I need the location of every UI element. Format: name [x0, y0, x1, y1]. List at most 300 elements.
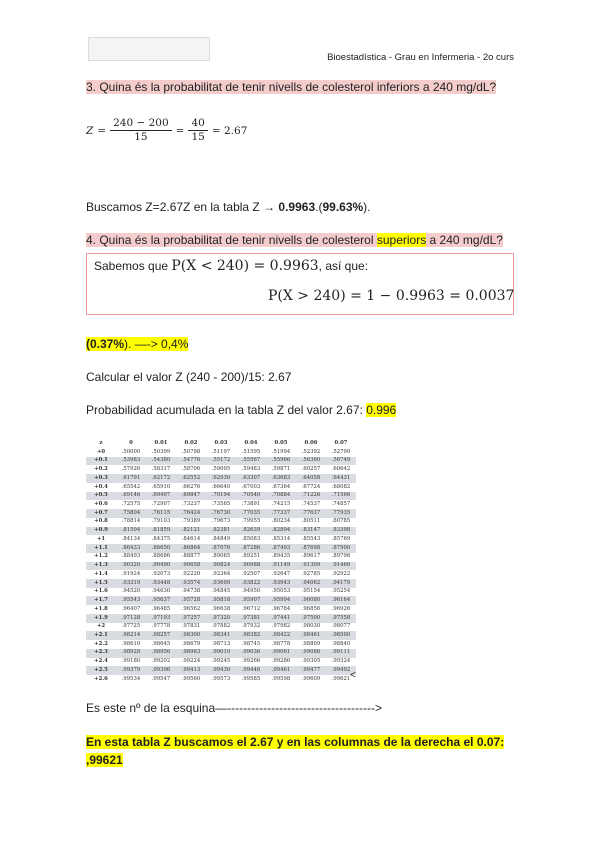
z-table-cell: .59095 [211, 466, 231, 473]
table-row [86, 465, 356, 474]
z-table-cell: .99461 [266, 666, 296, 675]
table-row [86, 492, 356, 501]
z-table-cell: .57926 [121, 466, 141, 473]
z-table-cell: .87698 [296, 544, 326, 553]
z-table-cell: .99560 [181, 675, 201, 682]
z-table-cell: .99477 [296, 666, 326, 675]
z-table-cell: .56360 [296, 457, 326, 466]
question-4-highlight: superiors [376, 233, 427, 247]
z-table-cell: .99430 [206, 666, 236, 675]
z-table-cell: .87286 [236, 544, 266, 553]
z-table-cell: .85083 [241, 535, 261, 542]
z-table-cell: .99036 [236, 649, 266, 658]
z-table-header-cell: 0.01 [154, 440, 168, 446]
table-row [86, 535, 356, 544]
z-table-cell: .99202 [151, 658, 171, 665]
box-line1-post: , así que: [318, 259, 369, 273]
z-table-cell: .99379 [116, 666, 146, 675]
z-table-cell: .99413 [176, 666, 206, 675]
z-table-cell: .97882 [211, 623, 231, 630]
search-line [86, 200, 371, 214]
z-table-cell: .63683 [266, 474, 296, 483]
z-table-cell: .96926 [331, 605, 351, 612]
z-table-cell: .91309 [296, 562, 326, 571]
z-table-cell: .97558 [326, 614, 356, 623]
header-title: Bioestadística - Grau en Infermeria - 2o curs [327, 52, 514, 63]
table-row [86, 614, 356, 623]
z-table-cell: .99010 [206, 649, 236, 658]
z-table-cell: .92220 [181, 570, 201, 577]
z-table-cell: .97257 [176, 614, 206, 623]
z-table-cell: .95637 [146, 596, 176, 605]
z-table-cell: .92507 [241, 570, 261, 577]
z-table-cell: .83147 [296, 527, 326, 536]
z-table-cell: .98928 [116, 649, 146, 658]
z-table-cell: .96712 [241, 605, 261, 612]
z-table-cell: .73565 [211, 500, 231, 507]
z-table-cell: .90320 [116, 562, 146, 571]
calc-line: Calcular el valor Z (240 - 200)/15: 2.67 [86, 370, 292, 384]
z-table-cell: .54776 [176, 457, 206, 466]
z-table-header-cell: 0.06 [304, 440, 318, 446]
z-table-cell: .98030 [301, 623, 321, 630]
z-table-cell: .73237 [181, 500, 201, 507]
z-table-cell: .79389 [181, 518, 201, 525]
z-table-cell: .99245 [211, 658, 231, 665]
z-table-cell: .51994 [271, 448, 291, 455]
table-row [86, 518, 356, 527]
z-table-cell: .98214 [116, 631, 146, 640]
z-table-cell: .62172 [146, 474, 176, 483]
z-table-cell: .65910 [151, 483, 171, 490]
z-table-cell: .96638 [211, 605, 231, 612]
z-table-cell: .51197 [211, 448, 231, 455]
z-table-cell: .67724 [301, 483, 321, 490]
z-table-cell: .98382 [236, 631, 266, 640]
z-table-cell: .59483 [241, 466, 261, 473]
z-table-row-header: +1.5 [86, 579, 116, 588]
z-table-cell: .51595 [241, 448, 261, 455]
z-table-cell: .99324 [331, 658, 351, 665]
z-table-cell: .89796 [331, 553, 351, 560]
z-table-cell: .84614 [181, 535, 201, 542]
z-table-cell: .79673 [211, 518, 231, 525]
table-row [86, 596, 356, 605]
z-table-cell: .85769 [331, 535, 351, 542]
formula-denominator-2: 15 [191, 131, 205, 144]
z-table-cell: .84375 [151, 535, 171, 542]
z-table-cell: .63307 [236, 474, 266, 483]
z-table-header-cell: 0.05 [274, 440, 288, 446]
z-table-header-cell: 0.02 [184, 440, 198, 446]
z-table-cell: .86650 [146, 544, 176, 553]
z-table-row-header: +2.6 [94, 675, 108, 682]
z-table-cell: .80511 [301, 518, 321, 525]
table-row [86, 562, 356, 571]
z-table-row-header: +1.6 [94, 588, 108, 595]
z-table-cell: .95907 [236, 596, 266, 605]
table-row [86, 649, 356, 658]
z-table-cell: .87076 [206, 544, 236, 553]
z-table-cell: .95818 [206, 596, 236, 605]
z-table-cell: .89617 [301, 553, 321, 560]
z-table-cell: .64431 [326, 474, 356, 483]
z-table-cell: .70194 [206, 492, 236, 501]
z-table-cell: .77337 [266, 509, 296, 518]
box-line1-pre: Sabemos que [94, 259, 172, 273]
z-table-row-header: +1.4 [94, 570, 108, 577]
z-table-cell: .98341 [206, 631, 236, 640]
table-row [86, 658, 356, 667]
z-table-cell: .96562 [181, 605, 201, 612]
z-table-cell: .89065 [211, 553, 231, 560]
table-row [86, 605, 356, 614]
z-table-cell: .98809 [301, 640, 321, 647]
z-table-cell: .98461 [296, 631, 326, 640]
z-table-cell: .97193 [146, 614, 176, 623]
table-row [86, 640, 356, 649]
z-table-cell: .97725 [121, 623, 141, 630]
z-table-cell: .77637 [296, 509, 326, 518]
z-table-cell: .91924 [121, 570, 141, 577]
z-table-cell: .97982 [271, 623, 291, 630]
z-table-row-header: +1.8 [94, 605, 108, 612]
z-table-cell: .75804 [116, 509, 146, 518]
z-table-cell: .98956 [146, 649, 176, 658]
z-table-cell: .93319 [116, 579, 146, 588]
z-table-cell: .99609 [301, 675, 321, 682]
z-table-cell: .55172 [206, 457, 236, 466]
z-table-cell: .94738 [181, 588, 201, 595]
formula-fraction-1 [110, 118, 172, 143]
z-table-cell: .99621 [331, 675, 351, 682]
z-table-cell: .83398 [326, 527, 356, 536]
final-conclusion-text: En esta tabla Z buscamos el 2.67 y en las columnas de la derecha el 0.07: ,99621 [86, 735, 505, 767]
z-table-row-header: +1 [96, 535, 106, 542]
z-table-cell: .50798 [181, 448, 201, 455]
z-table-cell: .99547 [151, 675, 171, 682]
formula-result: = 2.67 [211, 124, 248, 137]
z-table-header-row [86, 438, 356, 448]
z-table-cell: .71226 [296, 492, 326, 501]
z-table-row-header: +1.7 [86, 596, 116, 605]
z-table-cell: .94950 [241, 588, 261, 595]
z-table-cell: .97932 [241, 623, 261, 630]
z-table-cell: .96407 [121, 605, 141, 612]
z-table-cell: .98679 [181, 640, 201, 647]
header-logo-placeholder [88, 37, 210, 61]
formula-fraction-2 [188, 118, 207, 143]
z-table-cell: .72907 [151, 500, 171, 507]
z-table-cell: .81859 [146, 527, 176, 536]
z-table-row-header: +2 [96, 623, 106, 630]
z-table-header-cell: 0.03 [214, 440, 228, 446]
z-table-cell: .99111 [326, 649, 356, 658]
z-table-cell: .91466 [326, 562, 356, 571]
z-table-row-header: +0.1 [86, 457, 116, 466]
z-table-cell: .98422 [266, 631, 296, 640]
table-row [86, 457, 356, 466]
table-row [86, 588, 356, 597]
z-formula [86, 118, 247, 143]
z-table-cell: .96164 [326, 596, 356, 605]
z-table-row-header: +1.9 [86, 614, 116, 623]
z-table-row-header: +1.1 [86, 544, 116, 553]
table-row [86, 553, 356, 562]
answer-line-bold: (0.37% [86, 337, 125, 351]
search-line-post: ). [363, 200, 371, 214]
answer-line [86, 337, 188, 351]
table-row [86, 579, 356, 588]
z-table-cell: .92647 [271, 570, 291, 577]
table-row [86, 527, 356, 536]
answer-line-highlight [86, 337, 188, 351]
z-table-cell: .58317 [151, 466, 171, 473]
z-table-cell: .98257 [146, 631, 176, 640]
formula-numerator-2: 40 [188, 118, 207, 131]
z-table-cell: .96485 [151, 605, 171, 612]
z-table-cell: .76730 [206, 509, 236, 518]
result-box-line-2: P(X > 240) = 1 − 0.9963 = 0.0037 [268, 288, 515, 304]
z-table-cell: .52790 [331, 448, 351, 455]
z-table-cell: .99446 [236, 666, 266, 675]
z-table-cell: .93943 [266, 579, 296, 588]
z-table-cell: .50000 [121, 448, 141, 455]
search-line-pre: Buscamos Z=2.67Z en la tabla Z → [86, 200, 279, 214]
z-table-cell: .92364 [211, 570, 231, 577]
z-table-cell: .67003 [241, 483, 261, 490]
z-table-cell: .95994 [266, 596, 296, 605]
z-table-row-header: +2.2 [94, 640, 108, 647]
formula-equals-2: = [175, 124, 185, 137]
z-table-cell: .86433 [116, 544, 146, 553]
z-table-row-header: +2.5 [86, 666, 116, 675]
z-table-row-header: +0.3 [86, 474, 116, 483]
z-table-cell: .98713 [211, 640, 231, 647]
table-row [86, 666, 356, 675]
z-table-row-header: +0.7 [86, 509, 116, 518]
z-table-cell: .99585 [241, 675, 261, 682]
z-table-cell: .99224 [181, 658, 201, 665]
z-table-cell: .50399 [151, 448, 171, 455]
z-table-cell: .98500 [326, 631, 356, 640]
z-table-cell: .93448 [146, 579, 176, 588]
z-table-header-cell: z [99, 440, 103, 446]
z-table-cell: .87900 [326, 544, 356, 553]
z-table-row-header: +0.4 [94, 483, 108, 490]
z-table-cell: .94845 [211, 588, 231, 595]
z-table-row-header: +1.3 [86, 562, 116, 571]
z-table-cell: .81594 [116, 527, 146, 536]
table-row [86, 500, 356, 509]
z-table-cell: .82894 [266, 527, 296, 536]
z-table-cell: .93699 [206, 579, 236, 588]
z-table-cell: .99573 [211, 675, 231, 682]
result-box-line-1 [94, 258, 368, 274]
z-table-cell: .68082 [331, 483, 351, 490]
z-table-cell: .90490 [146, 562, 176, 571]
z-table-cell: .80785 [331, 518, 351, 525]
z-table-header-cell: 0.07 [334, 440, 348, 446]
prob-line [86, 403, 396, 417]
z-table-cell: .89251 [241, 553, 261, 560]
z-table-cell: .85314 [271, 535, 291, 542]
z-table-row-header: +0.2 [94, 466, 108, 473]
z-table-cell: .52392 [301, 448, 321, 455]
z-table-row-header: +0.5 [86, 492, 116, 501]
z-table-cell: .96080 [296, 596, 326, 605]
final-conclusion [86, 733, 526, 769]
z-table-cell: .90988 [236, 562, 266, 571]
answer-line-rest: ). —-> 0,4% [124, 337, 189, 351]
z-table-cell: .98300 [176, 631, 206, 640]
table-row [86, 474, 356, 483]
z-table-cell: .55966 [266, 457, 296, 466]
z-table-cell: .97778 [151, 623, 171, 630]
table-row [86, 623, 356, 632]
z-table-cell: .66276 [181, 483, 201, 490]
z-table-cell: .77935 [326, 509, 356, 518]
z-table-cell: .69847 [176, 492, 206, 501]
z-table-cell: .97441 [266, 614, 296, 623]
formula-numerator-1: 240 − 200 [110, 118, 172, 131]
table-row [86, 570, 356, 579]
z-table-cell: .98778 [271, 640, 291, 647]
question-4 [86, 233, 503, 247]
z-table-cell: .87493 [266, 544, 296, 553]
z-table-pointer: < [350, 670, 356, 681]
z-table-header-cell: 0 [129, 440, 133, 446]
z-table-body [86, 448, 356, 684]
z-table-cell: .94062 [296, 579, 326, 588]
z-table-cell: .99534 [121, 675, 141, 682]
table-row [86, 544, 356, 553]
z-table-cell: .94179 [326, 579, 356, 588]
z-table-cell: .90658 [176, 562, 206, 571]
z-table-cell: .55567 [236, 457, 266, 466]
z-table-cell: .98077 [331, 623, 351, 630]
search-line-mid: .( [315, 200, 323, 214]
z-table-row-header: +2.1 [86, 631, 116, 640]
z-table-cell: .59871 [271, 466, 291, 473]
search-line-value: 0.9963 [278, 200, 316, 214]
z-table-cell: .60642 [331, 466, 351, 473]
z-table-cell: .69146 [116, 492, 146, 501]
z-table-cell: .54380 [146, 457, 176, 466]
z-table-cell: .86864 [176, 544, 206, 553]
z-table-cell: .92922 [331, 570, 351, 577]
z-table-cell: .71566 [326, 492, 356, 501]
z-table-cell: .99286 [271, 658, 291, 665]
z-table-cell: .98745 [241, 640, 261, 647]
z-table-cell: .53983 [116, 457, 146, 466]
z-table-cell: .99598 [271, 675, 291, 682]
formula-denominator-1: 15 [134, 131, 148, 144]
z-table-cell: .67364 [271, 483, 291, 490]
z-table-cell: .96856 [301, 605, 321, 612]
z-table-cell: .99086 [296, 649, 326, 658]
table-row [86, 509, 356, 518]
z-table [86, 438, 356, 684]
table-row [86, 675, 356, 684]
z-table-row-header: +1.2 [94, 553, 108, 560]
z-table-cell: .84849 [211, 535, 231, 542]
z-table-row-header: +0 [96, 448, 106, 455]
question-3-text: 3. Quina és la probabilitat de tenir nivells de colesterol inferiors a 240 mg/dL? [86, 80, 497, 94]
z-table-cell: .88493 [121, 553, 141, 560]
z-table-header-cell: 0.04 [244, 440, 258, 446]
z-table-cell: .82121 [176, 527, 206, 536]
z-table-cell: .76424 [176, 509, 206, 518]
z-table-cell: .93822 [236, 579, 266, 588]
z-table-cell: .70884 [266, 492, 296, 501]
z-table-cell: .92073 [151, 570, 171, 577]
z-table-cell: .98983 [176, 649, 206, 658]
z-table-cell: .76115 [146, 509, 176, 518]
z-table-cell: .98840 [331, 640, 351, 647]
z-table-cell: .74857 [331, 500, 351, 507]
z-table-cell: .95543 [116, 596, 146, 605]
z-table-cell: .70540 [236, 492, 266, 501]
z-table-cell: .91149 [266, 562, 296, 571]
z-table-cell: .66640 [211, 483, 231, 490]
z-table-cell: .74537 [301, 500, 321, 507]
z-table-cell: .60257 [301, 466, 321, 473]
z-table-cell: .99266 [241, 658, 261, 665]
z-table-cell: .94630 [151, 588, 171, 595]
formula-equals-1: = [97, 124, 107, 137]
z-table-cell: .82381 [206, 527, 236, 536]
z-table-cell: .69497 [146, 492, 176, 501]
z-table-cell: .92785 [301, 570, 321, 577]
z-table-cell: .98610 [121, 640, 141, 647]
z-table-cell: .99492 [326, 666, 356, 675]
z-table-row-header: +0.8 [94, 518, 108, 525]
z-table-cell: .62930 [206, 474, 236, 483]
z-table-cell: .78814 [121, 518, 141, 525]
z-table-cell: .90824 [206, 562, 236, 571]
z-table-cell: .77035 [236, 509, 266, 518]
z-table-cell: .97320 [206, 614, 236, 623]
prob-line-value: 0.996 [366, 403, 397, 417]
z-table-cell: .56749 [326, 457, 356, 466]
z-table-cell: .99061 [266, 649, 296, 658]
z-table-cell: .98645 [151, 640, 171, 647]
formula-z: Z [86, 124, 94, 137]
z-table-cell: .95728 [176, 596, 206, 605]
box-line1-math: P(X < 240) = 0.9963 [171, 258, 319, 274]
table-row [86, 631, 356, 640]
z-table-cell: .97500 [296, 614, 326, 623]
z-table-cell: .99396 [146, 666, 176, 675]
z-table-cell: .64058 [296, 474, 326, 483]
z-table-cell: .96784 [271, 605, 291, 612]
z-table-cell: .73891 [241, 500, 261, 507]
z-table-row-header: +2.4 [94, 658, 108, 665]
z-table-cell: .65542 [121, 483, 141, 490]
z-table-cell: .97381 [236, 614, 266, 623]
z-table-cell: .93574 [176, 579, 206, 588]
z-table-cell: .74215 [271, 500, 291, 507]
z-table-row-header: +0.6 [94, 500, 108, 507]
z-table-cell: .89435 [271, 553, 291, 560]
z-table-cell: .61791 [116, 474, 146, 483]
z-table-cell: .80234 [271, 518, 291, 525]
z-table-cell: .95154 [301, 588, 321, 595]
z-table-cell: .82639 [236, 527, 266, 536]
question-4-post: a 240 mg/dL? [426, 233, 503, 247]
z-table-cell: .95053 [271, 588, 291, 595]
